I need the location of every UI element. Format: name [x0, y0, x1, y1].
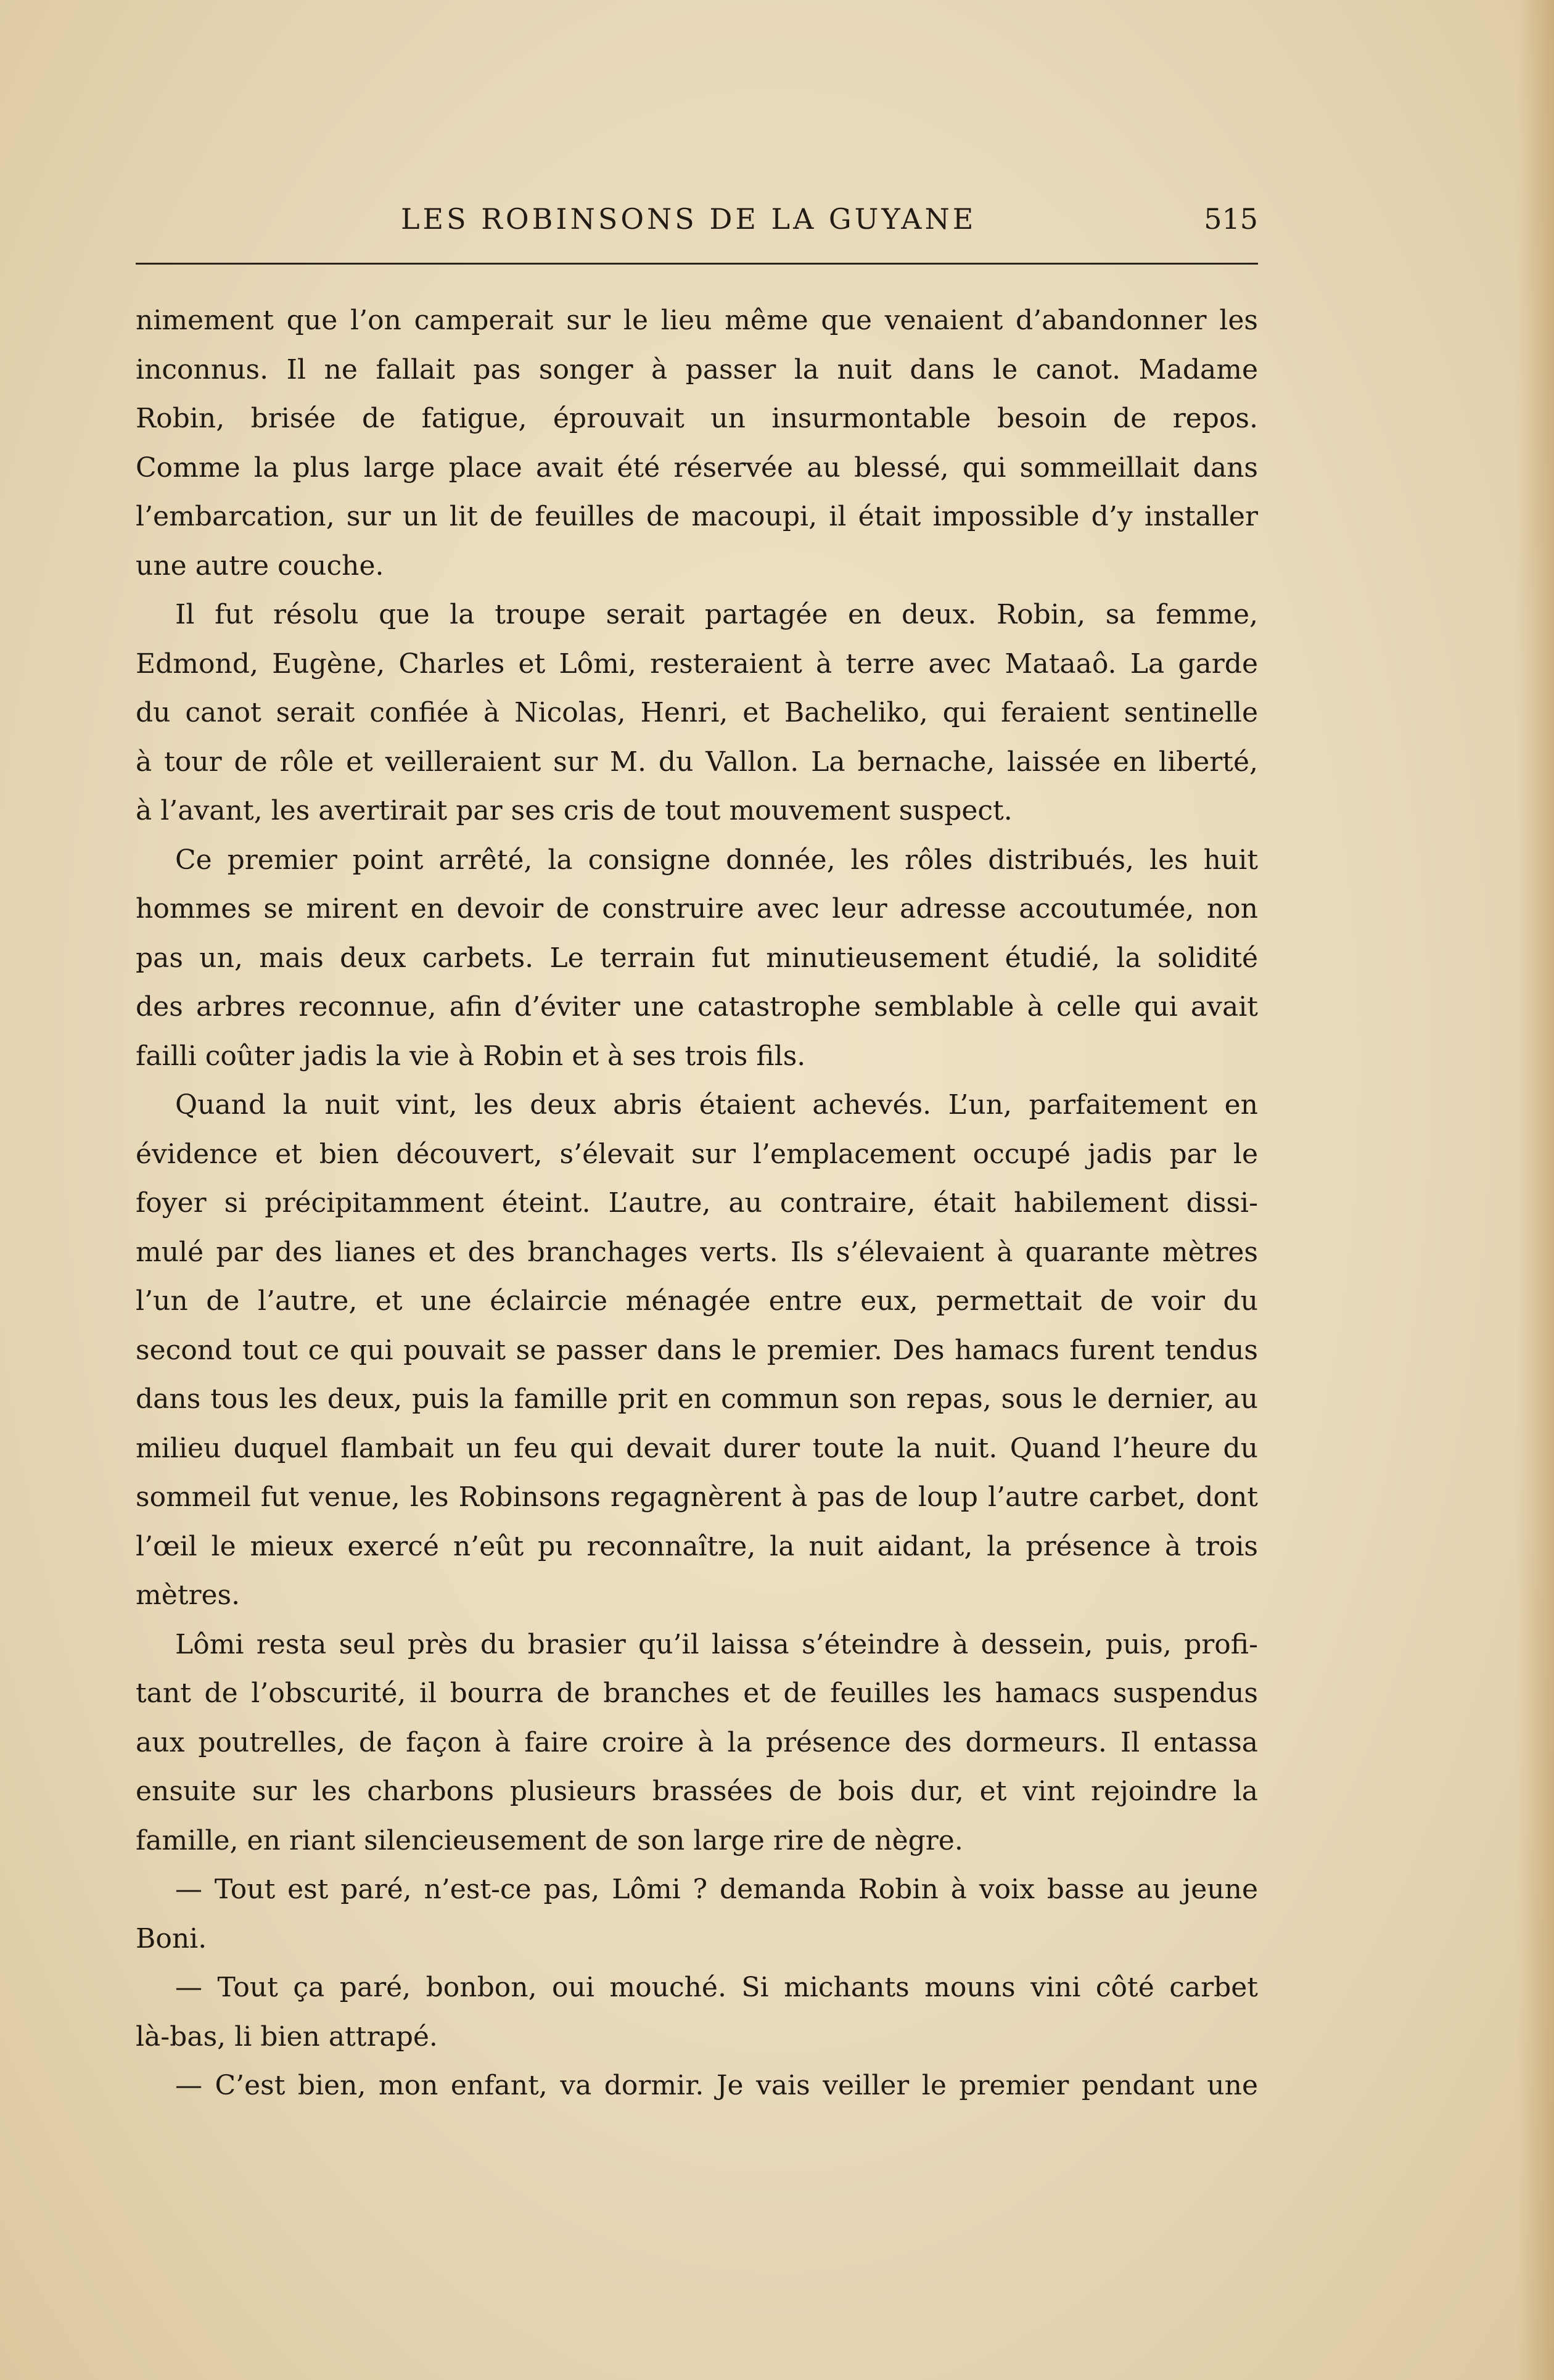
running-title: LES ROBINSONS DE LA GUYANE: [401, 202, 977, 236]
text-line: — C’est bien, mon enfant, va dormir. Je vais veiller le premier pendant une: [175, 2070, 1258, 2101]
body-text: [136, 296, 1258, 2110]
text-line: l’œil le mieux exercé n’eût pu reconnaître, la nuit aidant, la présence à trois: [136, 1530, 1258, 1562]
text-line: famille, en riant silencieusement de son large rire de nègre.: [136, 1824, 963, 1856]
text-line: à tour de rôle et veilleraient sur M. du Vallon. La bernache, laissée en liberté,: [136, 746, 1258, 778]
text-line: pas un, mais deux carbets. Le terrain fut minutieusement étudié, la solidité: [136, 942, 1258, 974]
text-line: Edmond, Eugène, Charles et Lômi, resteraient à terre avec Mataaô. La garde: [136, 648, 1258, 680]
text-line: failli coûter jadis la vie à Robin et à ses trois fils.: [136, 1040, 806, 1072]
text-line: Boni.: [136, 1922, 207, 1954]
text-line: — Tout est paré, n’est-ce pas, Lômi ? demanda Robin à voix basse au jeune: [175, 1874, 1258, 1905]
text-line: à l’avant, les avertirait par ses cris de tout mouvement suspect.: [136, 795, 1013, 826]
text-line: l’un de l’autre, et une éclaircie ménagée entre eux, permettait de voir du: [136, 1285, 1258, 1317]
text-line: là-bas, li bien attrapé.: [136, 2020, 438, 2053]
text-line: tant de l’obscurité, il bourra de branches et de feuilles les hamacs suspendus: [136, 1678, 1258, 1709]
header-rule: [136, 263, 1258, 265]
text-line: sommeil fut venue, les Robinsons regagnèrent à pas de loup l’autre carbet, dont: [136, 1481, 1258, 1513]
page-number: 515: [1204, 202, 1258, 236]
text-line: Comme la plus large place avait été réservée au blessé, qui sommeillait dans: [136, 451, 1258, 484]
text-line: dans tous les deux, puis la famille prit en commun son repas, sous le dernier, au: [136, 1383, 1258, 1415]
text-line: inconnus. Il ne fallait pas songer à passer la nuit dans le canot. Madame: [136, 353, 1258, 385]
text-line: l’embarcation, sur un lit de feuilles de macoupi, il était impossible d’y installer: [136, 501, 1258, 532]
text-line: milieu duquel flambait un feu qui devait durer toute la nuit. Quand l’heure du: [136, 1432, 1258, 1464]
text-line: Robin, brisée de fatigue, éprouvait un insurmontable besoin de repos.: [136, 403, 1258, 434]
page-edge-shading: [1517, 0, 1554, 2380]
text-line: du canot serait confiée à Nicolas, Henri, et Bacheliko, qui feraient sentinelle: [136, 697, 1258, 728]
text-line: foyer si précipitamment éteint. L’autre, au contraire, était habilement dissi-: [136, 1187, 1258, 1219]
text-line: mulé par des lianes et des branchages verts. Ils s’élevaient à quarante mètres: [136, 1236, 1258, 1268]
text-line: ensuite sur les charbons plusieurs brassées de bois dur, et vint rejoindre la: [136, 1776, 1258, 1807]
text-line: — Tout ça paré, bonbon, oui mouché. Si michants mouns vini côté carbet: [175, 1972, 1258, 2003]
text-line: nimement que l’on camperait sur le lieu même que venaient d’abandonner les: [136, 305, 1258, 336]
text-line: Il fut résolu que la troupe serait partagée en deux. Robin, sa femme,: [175, 599, 1258, 630]
text-line: évidence et bien découvert, s’élevait sur l’emplacement occupé jadis par le: [136, 1138, 1258, 1170]
text-line: Lômi resta seul près du brasier qu’il laissa s’éteindre à dessein, puis, profi-: [175, 1628, 1258, 1660]
text-line: des arbres reconnue, afin d’éviter une catastrophe semblable à celle qui avait: [136, 991, 1258, 1023]
text-line: second tout ce qui pouvait se passer dans le premier. Des hamacs furent tendus: [136, 1334, 1258, 1366]
page-header: [136, 197, 1258, 247]
text-line: mètres.: [136, 1579, 240, 1611]
text-line: Quand la nuit vint, les deux abris étaient achevés. L’un, parfaitement en: [175, 1089, 1258, 1121]
text-line: hommes se mirent en devoir de construire avec leur adresse accoutumée, non: [136, 893, 1258, 924]
text-line: aux poutrelles, de façon à faire croire à la présence des dormeurs. Il entassa: [136, 1726, 1258, 1758]
text-line: Ce premier point arrêté, la consigne donnée, les rôles distribués, les huit: [175, 844, 1258, 876]
text-line: une autre couche.: [136, 550, 384, 582]
